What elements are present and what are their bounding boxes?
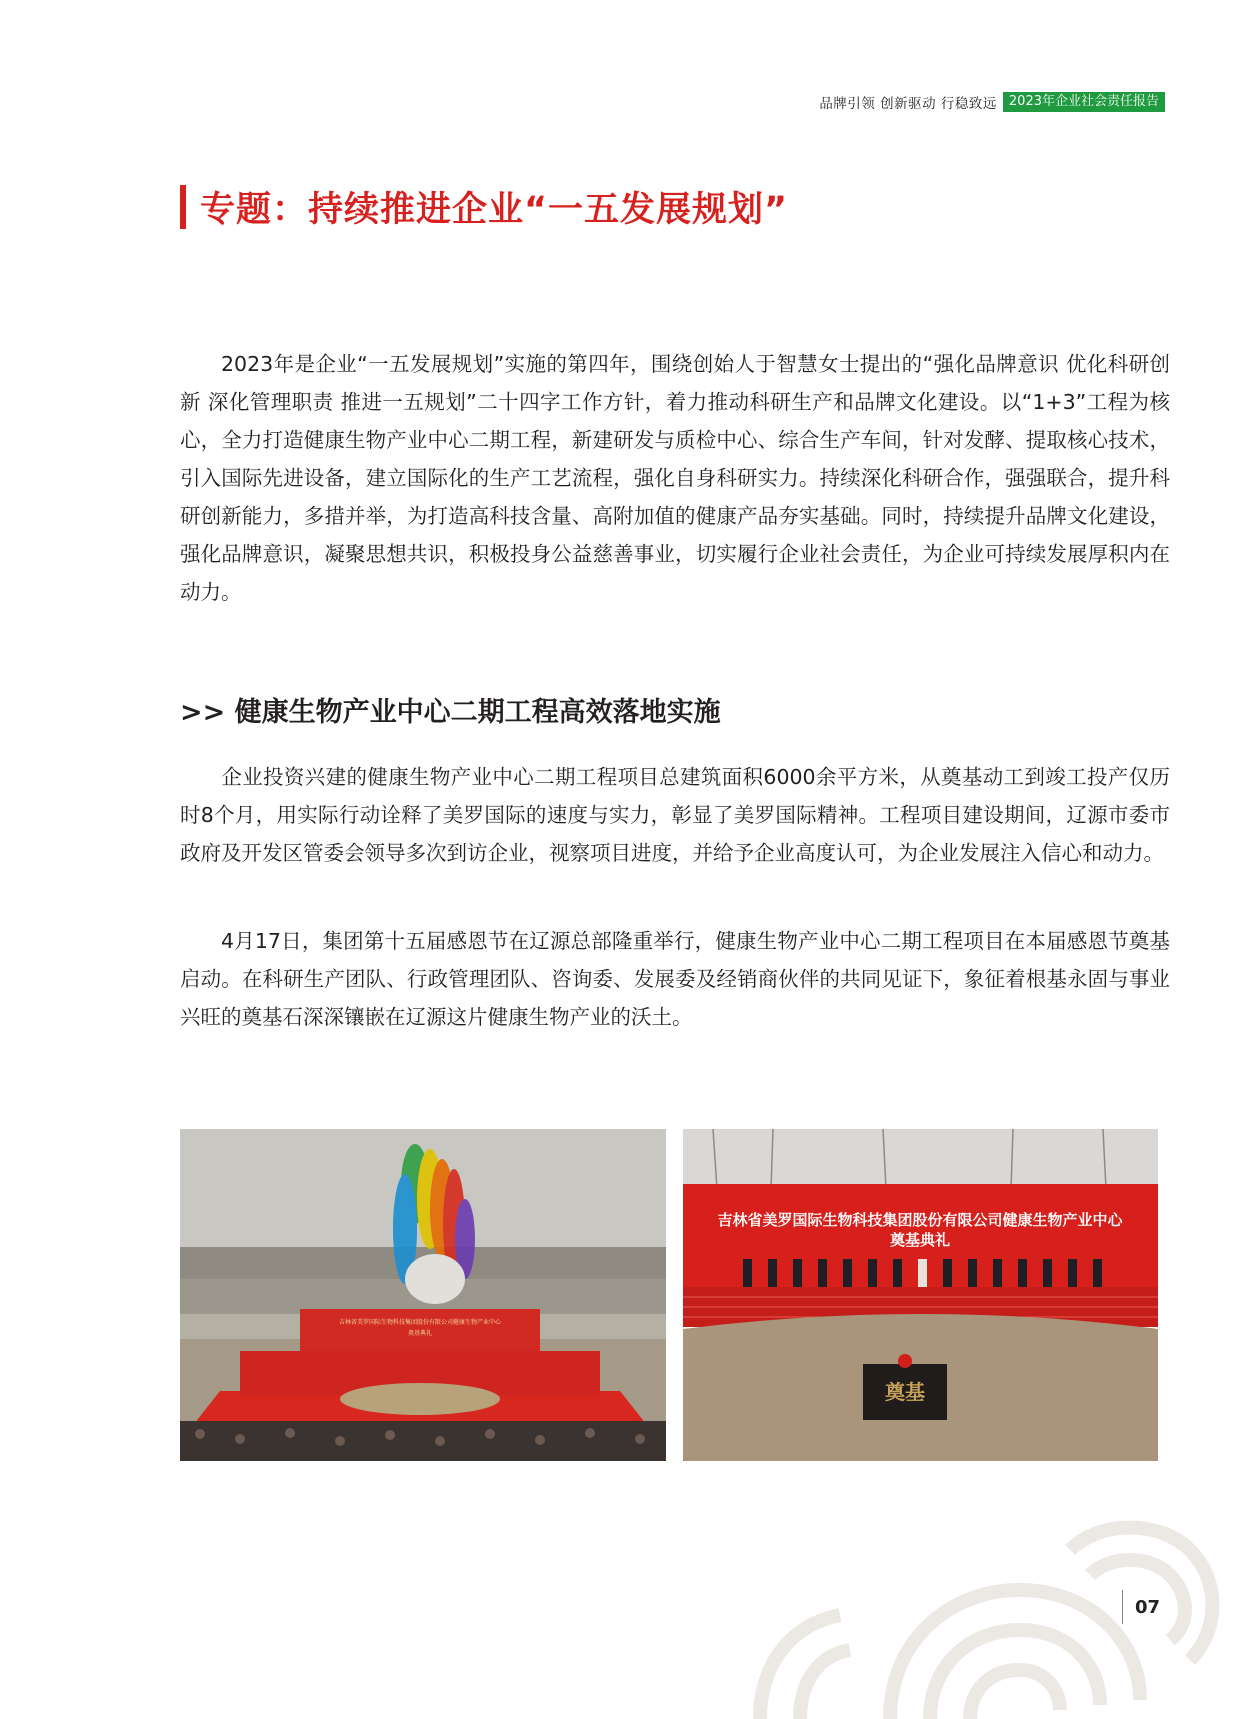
page-number-text: 07 bbox=[1135, 1596, 1161, 1618]
section-paragraph-2 bbox=[180, 922, 1170, 1036]
ceremony-photo-1 bbox=[180, 1129, 666, 1461]
section-heading: >> 健康生物产业中心二期工程高效落地实施 bbox=[180, 697, 721, 728]
photo1-banner-line1: 吉林省美罗国际生物科技集团股份有限公司健康生物产业中心 bbox=[338, 1320, 502, 1326]
section-p2-text: 4月17日，集团第十五届感恩节在辽源总部隆重举行，健康生物产业中心二期工程项目在本届感恩节奠基启动。在科研生产团队、行政管理团队、咨询委、发展委及经销商伙伴的共同见证下，象征着根基永固与事业兴旺的奠基石深深镶嵌在辽源这片健康生物产业的沃土。 bbox=[180, 929, 1170, 1029]
photo2-banner-line2: 奠基典礼 bbox=[889, 1232, 951, 1249]
page-number-divider bbox=[1122, 1590, 1123, 1624]
header-slogan: 品牌引领 创新驱动 行稳致远 bbox=[819, 96, 997, 112]
photo2-banner-line1: 吉林省美罗国际生物科技集团股份有限公司健康生物产业中心 bbox=[717, 1212, 1123, 1229]
page-header bbox=[819, 92, 1165, 112]
title-accent-bar bbox=[180, 185, 186, 229]
decorative-cloud-pattern bbox=[740, 1490, 1258, 1719]
intro-paragraph bbox=[180, 345, 1170, 611]
ceremony-photo-2 bbox=[683, 1129, 1158, 1461]
report-badge: 2023年企业社会责任报告 bbox=[1003, 92, 1165, 112]
page-number bbox=[1122, 1590, 1160, 1624]
intro-text: 2023年是企业“一五发展规划”实施的第四年，围绕创始人于智慧女士提出的“强化品牌意识 优化科研创新 深化管理职责 推进一五规划”二十四字工作方针，着力推动科研生产和品牌文化建设。以“1+3”工程为核心，全力打造健康生物产业中心二期工程，新建研发与质检中心、综合生产车间，针对发酵、提取核心技术，引入国际先进设备，建立国际化的生产工艺流程，强化自身科研实力。持续深化科研合作，强强联合，提升科研创新能力，多措并举，为打造高科技含量、高附加值的健康产品夯实基础。同时，持续提升品牌文化建设，强化品牌意识，凝聚思想共识，积极投身公益慈善事业，切实履行企业社会责任，为企业可持续发展厚积内在动力。 bbox=[180, 352, 1170, 604]
foundation-stone-text: 奠基 bbox=[885, 1380, 925, 1404]
photo1-banner-line2: 奠基典礼 bbox=[407, 1331, 433, 1337]
section-p1-text: 企业投资兴建的健康生物产业中心二期工程项目总建筑面积6000余平方米，从奠基动工到竣工投产仅历时8个月，用实际行动诠释了美罗国际的速度与实力，彰显了美罗国际精神。工程项目建设期间，辽源市委市政府及开发区管委会领导多次到访企业，视察项目进度，并给予企业高度认可，为企业发展注入信心和动力。 bbox=[180, 765, 1170, 865]
topic-title-text: 专题：持续推进企业“一五发展规划” bbox=[200, 190, 789, 230]
section-paragraph-1 bbox=[180, 758, 1170, 872]
topic-title bbox=[180, 182, 788, 232]
